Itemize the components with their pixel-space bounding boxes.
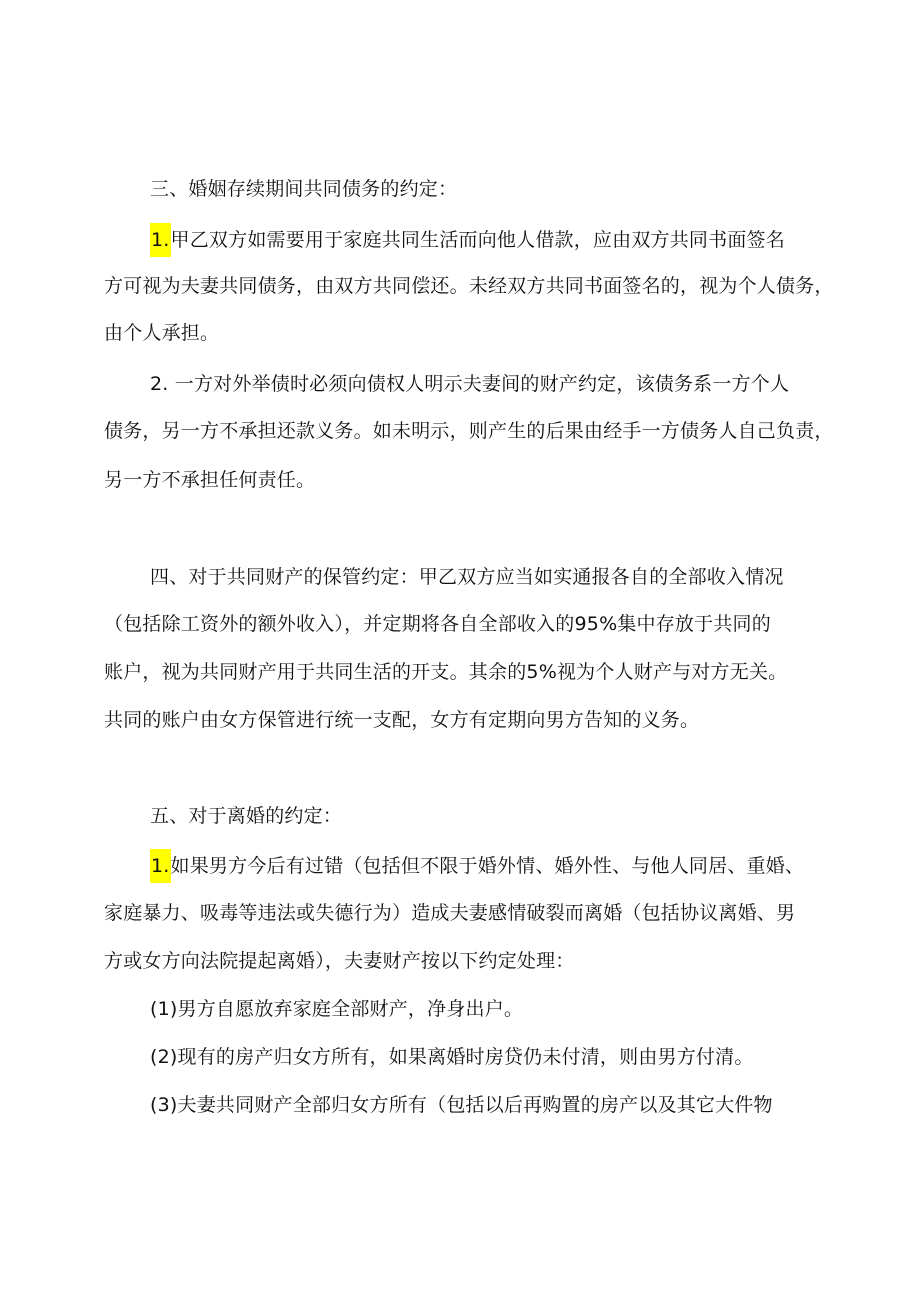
section-4-line-1: 四、对于共同财产的保管约定：甲乙双方应当如实通报各自的全部收入情况 [150, 566, 784, 588]
highlighted-item-number: 1. [150, 849, 171, 883]
section-4-line-3: 账户，视为共同财产用于共同生活的开支。其余的5%视为个人财产与对方无关。 [104, 661, 788, 683]
section-3-item-2-line-2: 债务，另一方不承担还款义务。如未明示，则产生的后果由经手一方债务人自己负责， [104, 420, 834, 442]
section-3-item-1-line-2: 方可视为夫妻共同债务，由双方共同偿还。未经双方共同书面签名的，视为个人债务， [104, 275, 834, 297]
section-5-subitem-3: (3)夫妻共同财产全部归女方所有（包括以后再购置的房产以及其它大件物 [150, 1094, 773, 1116]
section-5-item-1-line-3: 方或女方向法院提起离婚），夫妻财产按以下约定处理： [104, 950, 575, 972]
section-5-heading: 五、对于离婚的约定： [150, 805, 343, 827]
section-3-item-1-line-1 [150, 225, 785, 255]
section-3-item-1-line-3: 由个人承担。 [104, 322, 220, 344]
section-3-item-2-line-3: 另一方不承担任何责任。 [104, 469, 316, 491]
section-5-item-1-text: 如果男方今后有过错（包括但不限于婚外情、婚外性、与他人同居、重婚、 [170, 855, 805, 877]
section-5-item-1-line-1 [150, 851, 804, 881]
highlighted-item-number: 1. [150, 223, 171, 257]
section-3-item-2-line-1: 2. 一方对外举债时必须向债权人明示夫妻间的财产约定，该债务系一方个人 [150, 373, 790, 395]
section-5-item-1-line-2: 家庭暴力、吸毒等违法或失德行为）造成夫妻感情破裂而离婚（包括协议离婚、男 [104, 902, 796, 924]
section-3-item-1-text: 甲乙双方如需要用于家庭共同生活而向他人借款，应由双方共同书面签名 [170, 229, 785, 251]
section-3-heading: 三、婚姻存续期间共同债务的约定： [150, 178, 458, 200]
section-5-subitem-2: (2)现有的房产归女方所有，如果离婚时房贷仍未付清，则由男方付清。 [150, 1046, 754, 1068]
section-4-line-2: （包括除工资外的额外收入），并定期将各自全部收入的95%集中存放于共同的 [104, 613, 771, 635]
section-5-subitem-1: (1)男方自愿放弃家庭全部财产，净身出户。 [150, 998, 524, 1020]
section-4-line-4: 共同的账户由女方保管进行统一支配，女方有定期向男方告知的义务。 [104, 709, 700, 731]
